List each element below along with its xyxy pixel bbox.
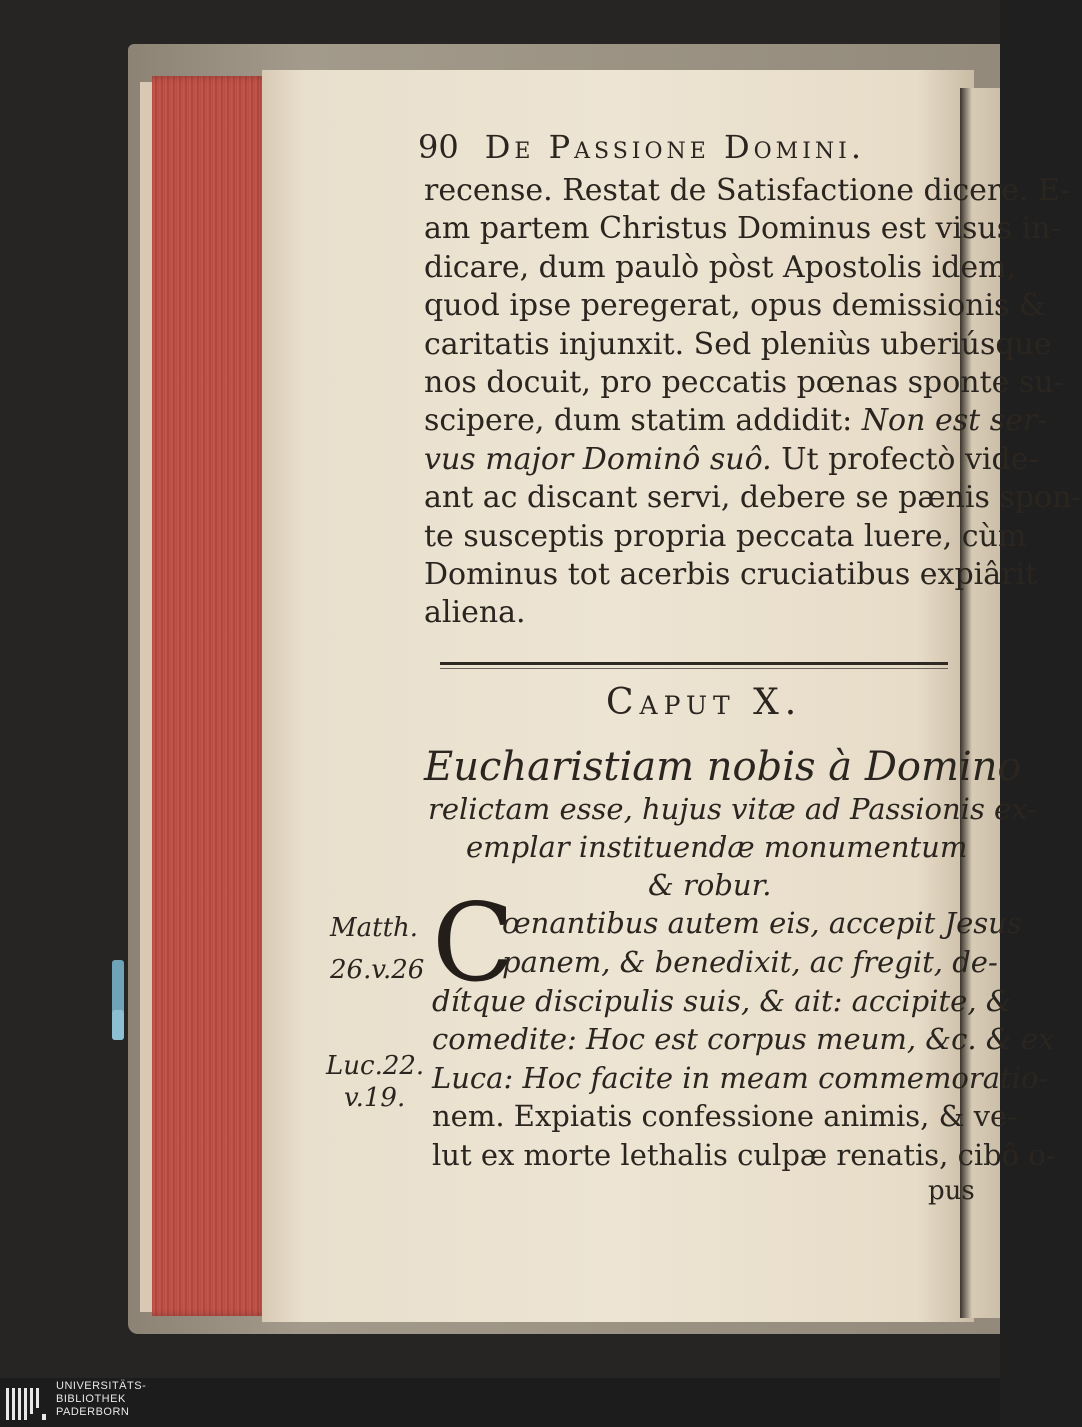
- running-head: [418, 128, 865, 166]
- body-line: [424, 402, 1082, 440]
- margin-reference: [330, 912, 424, 986]
- passage-line: comedite: Hoc est corpus meum, &c. & ex: [432, 1022, 1055, 1056]
- passage-line: pus: [928, 1176, 975, 1206]
- body-line: aliena.: [424, 595, 526, 631]
- body-line: recense. Restat de Satisfactione dicere. E-: [424, 173, 1071, 208]
- running-title: De Passione Domini.: [484, 128, 866, 166]
- scripture-quote: Non est ser-: [861, 403, 1048, 439]
- red-page-edges: [152, 76, 270, 1316]
- drop-cap: C: [432, 881, 515, 1006]
- body-line: dicare, dum paulò pòst Apostolis idem,: [424, 249, 1017, 285]
- body-line-text: scipere, dum statim addidit:: [424, 403, 853, 439]
- chapter-title-line: Eucharistiam nobis à Domino: [424, 744, 1022, 790]
- section-rule: [440, 662, 948, 665]
- margin-ref-verse: 26.v.26: [330, 955, 425, 985]
- body-line: ant ac discant servi, debere se pænis spon-: [424, 480, 1082, 516]
- body-line: quod ipse peregerat, opus demissionis &: [424, 288, 1046, 324]
- chapter-title-line: relictam esse, hujus vitæ ad Passionis ex-: [428, 792, 1037, 826]
- margin-ref-book: Luc.22.: [326, 1051, 425, 1081]
- margin-ref-verse: v.19.: [344, 1083, 406, 1113]
- body-line: te susceptis propria peccata luere, cùm: [424, 518, 1027, 554]
- passage-line: panem, & benedixit, ac fregit, de-: [502, 945, 998, 979]
- library-name-line: PADERBORN: [56, 1406, 130, 1418]
- margin-ref-book: Matth.: [330, 913, 419, 943]
- body-line: am partem Christus Dominus est visus in-: [424, 211, 1061, 247]
- passage-line: lut ex morte lethalis culpæ renatis, cibô o-: [432, 1138, 1056, 1172]
- passage-line: nem. Expiatis confessione animis, & ve-: [432, 1099, 1017, 1133]
- body-line: [424, 441, 1082, 479]
- library-name-line: BIBLIOTHEK: [56, 1393, 126, 1405]
- library-name-line: UNIVERSITÄTS-: [56, 1380, 147, 1392]
- body-line: caritatis injunxit. Sed pleniùs uberiúsque: [424, 326, 1052, 362]
- body-line: nos docuit, pro peccatis pœnas sponte su-: [424, 365, 1064, 401]
- page-number: 90: [418, 128, 459, 166]
- chapter-title-line: emplar instituendæ monumentum: [466, 830, 968, 864]
- body-line-text: Ut profectò vide-: [781, 441, 1039, 477]
- passage-line: dítque discipulis suis, & ait: accipite, &: [432, 984, 1012, 1018]
- margin-reference: [326, 1050, 424, 1114]
- library-name: [56, 1380, 146, 1419]
- scripture-quote: vus major Dominô suô.: [424, 441, 772, 477]
- library-footer: [0, 1378, 1000, 1427]
- library-logo-icon: [6, 1384, 50, 1422]
- chapter-title-line: & robur.: [648, 868, 772, 902]
- passage-line: Luca: Hoc facite in meam commemoratio-: [432, 1061, 1049, 1095]
- body-line: Dominus tot acerbis cruciatibus expiârit: [424, 557, 1038, 593]
- bookmark-ribbon-tip: [112, 1010, 124, 1040]
- body-text: [424, 172, 1082, 633]
- passage-line: œnantibus autem eis, accepit Jesus: [502, 906, 1022, 940]
- chapter-heading: Caput X.: [606, 682, 803, 723]
- section-rule-thin: [440, 668, 948, 669]
